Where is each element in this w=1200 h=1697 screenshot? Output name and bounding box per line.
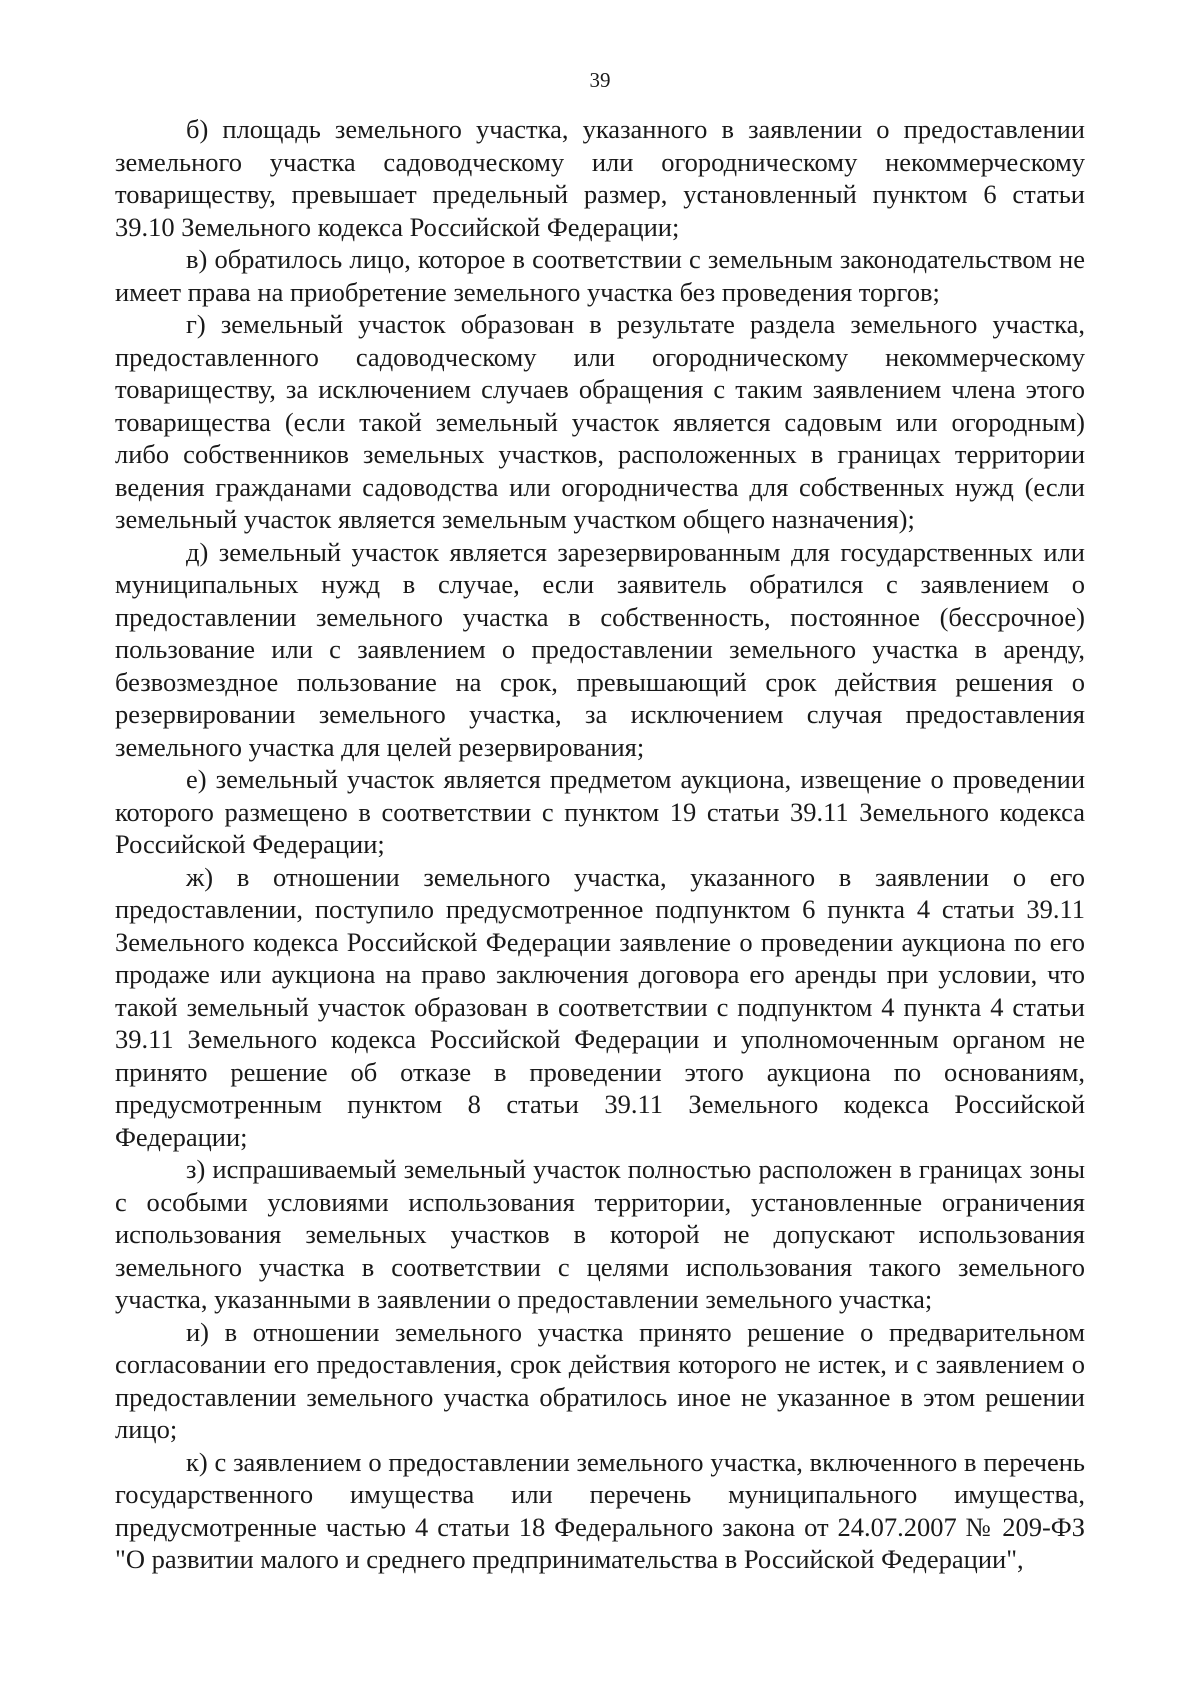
paragraph-k: к) с заявлением о предоставлении земельного участка, включенного в перечень государственного имущества или перечень муниципального имущества, предусмотренные частью 4 статьи 18 Федерального закона от 24.07.2007 № 209-ФЗ "О развитии малого и среднего предпринимательства в Российской Федерации",: [115, 1446, 1085, 1574]
document-body: [115, 113, 1085, 1576]
paragraph-z: з) испрашиваемый земельный участок полностью расположен в границах зоны с особыми условиями использования территории, установленные ограничения использования земельных участков в которой не допускают использования земельного участка в соответствии с целями использования такого земельного участка, указанными в заявлении о предоставлении земельного участка;: [115, 1154, 1085, 1314]
paragraph-v: в) обратилось лицо, которое в соответствии с земельным законодательством не имеет права на приобретение земельного участка без проведения торгов;: [115, 244, 1085, 307]
paragraph-i: и) в отношении земельного участка принято решение о предварительном согласовании его предоставления, срок действия которого не истек, и с заявлением о предоставлении земельного участка обратилось иное не указанное в этом решении лицо;: [115, 1316, 1085, 1444]
paragraph-b: б) площадь земельного участка, указанного в заявлении о предоставлении земельного участка садоводческому или огородническому некоммерческому товариществу, превышает предельный размер, установленный пунктом 6 статьи 39.10 Земельного кодекса Российской Федерации;: [115, 114, 1085, 242]
page-number: 39: [589, 68, 611, 92]
paragraph-e: е) земельный участок является предметом аукциона, извещение о проведении которого размещено в соответствии с пунктом 19 статьи 39.11 Земельного кодекса Российской Федерации;: [115, 764, 1085, 859]
paragraph-zh: ж) в отношении земельного участка, указанного в заявлении о его предоставлении, поступило предусмотренное подпунктом 6 пункта 4 статьи 39.11 Земельного кодекса Российской Федерации заявление о проведении аукциона по его продаже или аукциона на право заключения договора его аренды при условии, что такой земельный участок образован в соответствии с подпунктом 4 пункта 4 статьи 39.11 Земельного кодекса Российской Федерации и уполномоченным органом не принято решение об отказе в проведении этого аукциона по основаниям, предусмотренным пунктом 8 статьи 39.11 Земельного кодекса Российской Федерации;: [115, 861, 1085, 1152]
paragraph-d: д) земельный участок является зарезервированным для государственных или муниципальных нужд в случае, если заявитель обратился с заявлением о предоставлении земельного участка в собственность, постоянное (бессрочное) пользование или с заявлением о предоставлении земельного участка в аренду, безвозмездное пользование на срок, превышающий срок действия решения о резервировании земельного участка, за исключением случая предоставления земельного участка для целей резервирования;: [115, 536, 1085, 762]
paragraph-g: г) земельный участок образован в результате раздела земельного участка, предоставленного садоводческому или огородническому некоммерческому товариществу, за исключением случаев обращения с таким заявлением члена этого товарищества (если такой земельный участок является садовым или огородным) либо собственников земельных участков, расположенных в границах территории ведения гражданами садоводства или огородничества для собственных нужд (если земельный участок является земельным участком общего назначения);: [115, 309, 1085, 534]
